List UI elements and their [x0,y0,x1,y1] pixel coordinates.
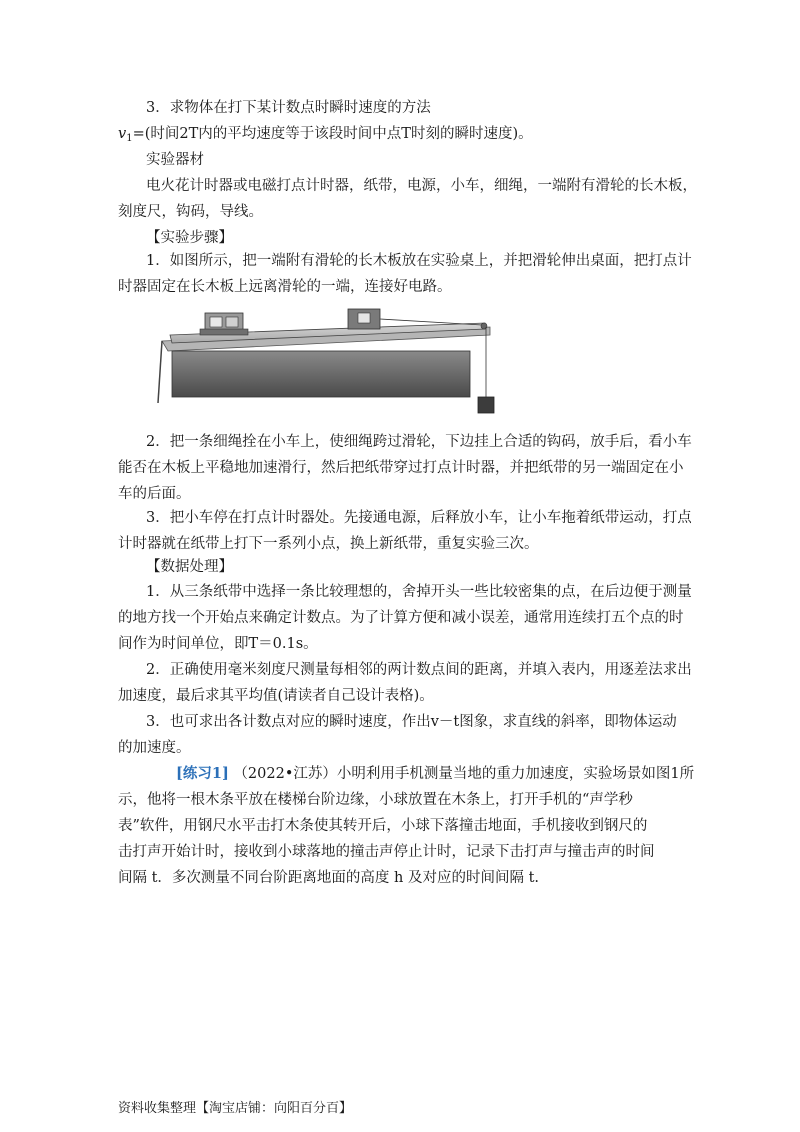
equipment-line-2: 刻度尺，钩码，导线。 [118,204,263,220]
formula-var: v [118,126,127,142]
step2-line-3: 车的后面。 [118,486,191,502]
exercise-line-5: 间隔 t．多次测量不同台阶距离地面的高度 h 及对应的时间间隔 t. [118,870,540,886]
exercise-text-1: （2022•江苏）小明利用手机测量当地的重力加速度，实验场景如图1所 [233,766,695,782]
step1-line-2: 时器固定在长木板上远离滑轮的一端，连接好电路。 [118,279,452,295]
section3-heading: 3．求物体在打下某计数点时瞬时速度的方法 [146,100,431,116]
exercise-line-2: 示，他将一根木条平放在楼梯台阶边缘，小球放置在木条上，打开手机的“声学秒 [118,792,633,808]
steps-heading: 【实验步骤】 [146,230,233,246]
step2-line-1: 2．把一条细绳拴在小车上，使细绳跨过滑轮，下边挂上合适的钩码，放手后，看小车 [146,434,692,450]
formula-sub: 1 [126,133,133,144]
dp2-line-1: 2．正确使用毫米刻度尺测量每相邻的两计数点间的距离，并填入表内，用逐差法求出 [146,662,692,678]
cart [348,309,380,329]
timer [200,313,248,335]
step3-line-1: 3．把小车停在打点计时器处。先接通电源，后释放小车，让小车拖着纸带运动，打点 [146,510,692,526]
exercise-line-3: 表”软件，用钢尺水平击打木条使其转开后，小球下落撞击地面，手机接收到钢尺的 [118,818,648,834]
dp3-line-1: 3．也可求出各计数点对应的瞬时速度，作出v－t图象，求直线的斜率，即物体运动 [146,714,677,730]
dp1-line-3: 间作为时间单位，即T＝0.1s。 [118,636,318,652]
experiment-apparatus-figure [150,305,500,425]
dp1-line-2: 的地方找一个开始点来确定计数点。为了计算方便和减小误差，通常用连续打五个点的时 [118,610,684,626]
string-horizontal [380,319,482,325]
table-front [172,351,470,397]
hook-weight [478,397,494,413]
dp3-line-2: 的加速度。 [118,740,191,756]
table-leg [158,341,162,403]
dp2-line-2: 加速度，最后求其平均值(请读者自己设计表格)。 [118,688,434,704]
step1-line-1: 1．如图所示，把一端附有滑轮的长木板放在实验桌上，并把滑轮伸出桌面，把打点计 [146,253,692,269]
step2-line-2: 能否在木板上平稳地加速滑行，然后把纸带穿过打点计时器，并把纸带的另一端固定在小 [118,460,684,476]
step3-line-2: 计时器就在纸带上打下一系列小点，换上新纸带，重复实验三次。 [118,536,539,552]
equipment-heading: 实验器材 [146,152,204,168]
exercise-line-4: 击打声开始计时，接收到小球落地的撞击声停止计时，记录下击打声与撞击声的时间 [118,844,655,860]
data-processing-heading: 【数据处理】 [146,559,233,575]
footer-text: 资料收集整理【淘宝店铺：向阳百分百】 [118,1101,353,1116]
dp1-line-1: 1．从三条纸带中选择一条比较理想的，舍掉开头一些比较密集的点，在后边便于测量 [146,584,692,600]
exercise-line-1 [176,764,695,784]
velocity-formula [118,124,688,149]
formula-rest: =(时间2T内的平均速度等于该段时间中点T时刻的瞬时速度)。 [132,126,533,142]
exercise-tag: [练习1] [176,765,229,782]
equipment-line-1: 电火花计时器或电磁打点计时器，纸带，电源，小车，细绳，一端附有滑轮的长木板， [146,178,697,194]
